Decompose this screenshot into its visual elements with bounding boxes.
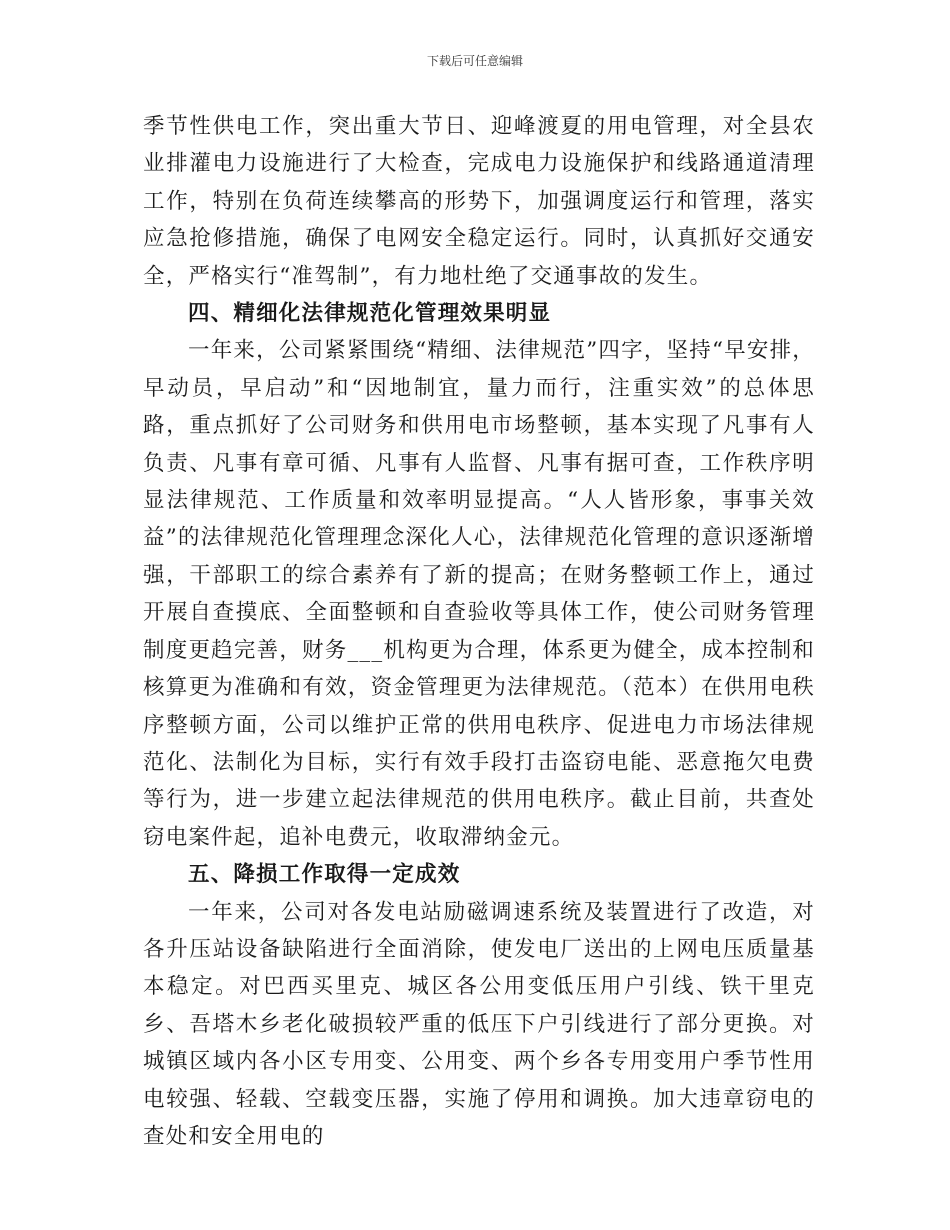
document-body <box>143 108 815 1155</box>
page-header: 下载后可任意编辑 <box>426 54 523 68</box>
paragraph-continued: 季节性供电工作，突出重大节日、迎峰渡夏的用电管理，对全县农业排灌电力设施进行了大检查，完成电力设施保护和线路通道清理工作，特别在负荷连续攀高的形势下，加强调度运行和管理，落实应急抢修措施，确保了电网安全稳定运行。同时，认真抓好交通安全，严格实行“准驾制”，有力地杜绝了交通事故的发生。 <box>143 114 815 289</box>
paragraph-section-5: 一年来，公司对各发电站励磁调速系统及装置进行了改造，对各升压站设备缺陷进行全面消除，使发电厂送出的上网电压质量基本稳定。对巴西买里克、城区各公用变低压用户引线、铁干里克乡、吾塔木乡老化破损较严重的低压下户引线进行了部分更换。对城镇区域内各小区专用变、公用变、两个乡各专用变用户季节性用电较强、轻载、空载变压器，实施了停用和调换。加大违章窃电的查处和安全用电的 <box>143 899 815 1149</box>
section-heading-4: 四、精细化法律规范化管理效果明显 <box>188 301 552 327</box>
paragraph-section-4: 一年来，公司紧紧围绕“精细、法律规范”四字，坚持“早安排，早动员，早启动”和“因地制宜，量力而行，注重实效”的总体思路，重点抓好了公司财务和供用电市场整顿，基本实现了凡事有人负责、凡事有章可循、凡事有人监督、凡事有据可查，工作秩序明显法律规范、工作质量和效率明显提高。“人人皆形象，事事关效益”的法律规范化管理理念深化人心，法律规范化管理的意识逐渐增强，干部职工的综合素养有了新的提高；在财务整顿工作上，通过开展自查摸底、全面整顿和自查验收等具体工作，使公司财务管理制度更趋完善，财务___机构更为合理，体系更为健全，成本控制和核算更为准确和有效，资金管理更为法律规范。（范本）在供用电秩序整顿方面，公司以维护正常的供用电秩序、促进电力市场法律规范化、法制化为目标，实行有效手段打击盗窃电能、恶意拖欠电费等行为，进一步建立起法律规范的供用电秩序。截止目前，共查处窃电案件起，追补电费元，收取滞纳金元。 <box>143 338 815 850</box>
section-heading-5: 五、降损工作取得一定成效 <box>188 862 461 888</box>
